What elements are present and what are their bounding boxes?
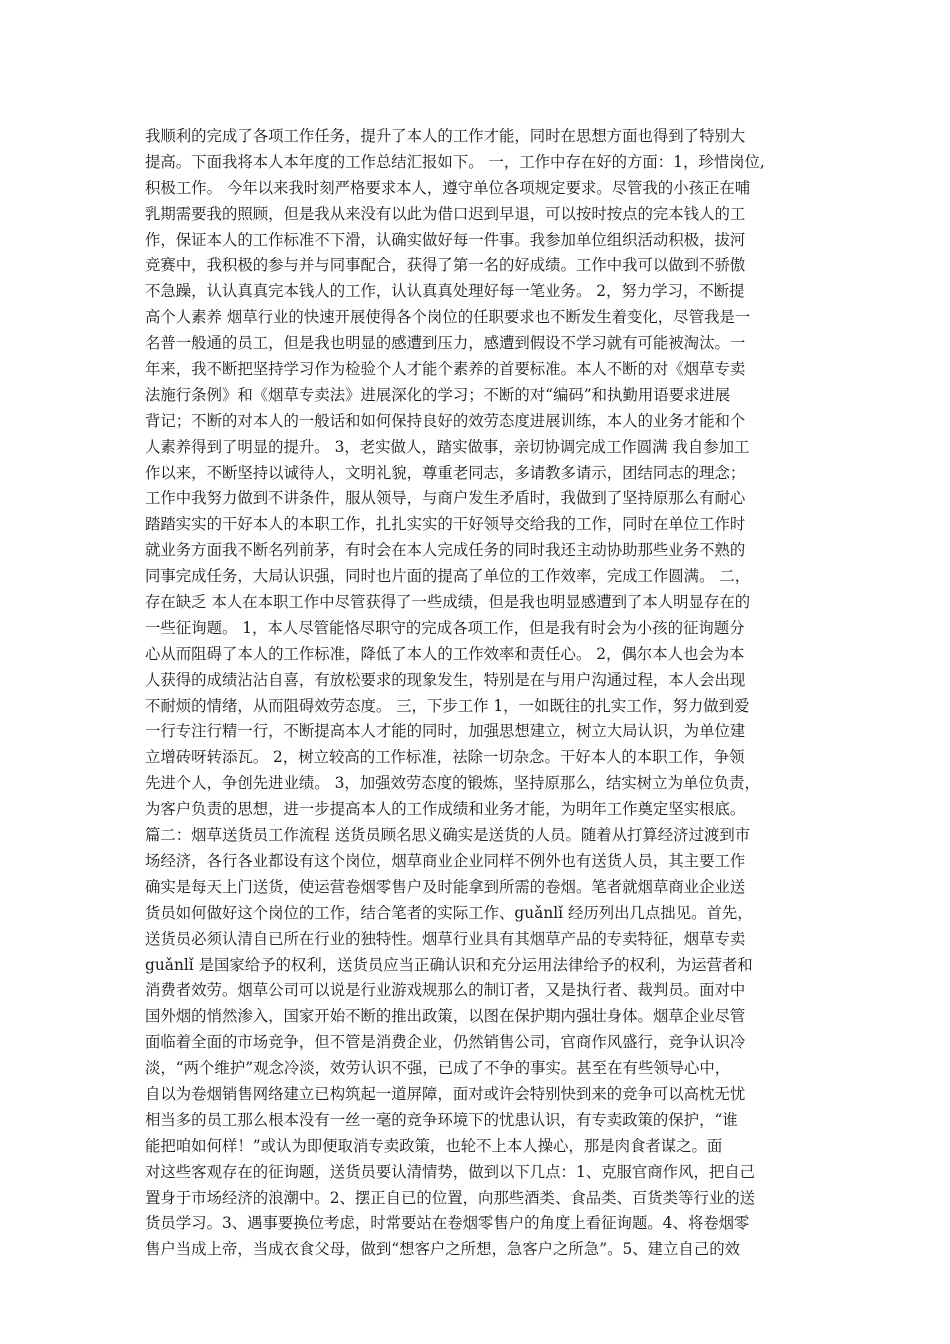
text-line: 国外烟的悄然渗入，国家开始不断的推出政策，以图在保护期内强壮身体。烟草企业尽管 bbox=[145, 1007, 746, 1026]
text-line: 人获得的成绩沾沾自喜，有放松要求的现象发生，特别是在与用户沟通过程，本人会出现 bbox=[145, 670, 746, 689]
text-line: 名普一般通的员工，但是我也明显的感遭到压力，感遭到假设不学习就有可能被淘汰。一 bbox=[145, 334, 746, 353]
text-line: 高个人素养 烟草行业的快速开展使得各个岗位的任职要求也不断发生着变化，尽管我是一 bbox=[145, 308, 751, 327]
text-line: 淡，“两个维护”观念冷淡，效劳认识不强，已成了不争的事实。甚至在有些领导心中， bbox=[145, 1059, 731, 1078]
text-line: 同事完成任务，大局认识强，同时也片面的提高了单位的工作效率，完成工作圆满。 二， bbox=[145, 567, 751, 586]
text-line: 自以为卷烟销售网络建立已构筑起一道屏障，面对或许会特别快到来的竞争可以高枕无忧 bbox=[145, 1084, 746, 1103]
text-line: 先进个人，争创先进业绩。 3，加强效劳态度的锻炼，坚持原那么，结实树立为单位负责， bbox=[145, 774, 760, 793]
text-line: 为客户负责的思想，进一步提高本人的工作成绩和业务才能，为明年工作奠定坚实根底。 bbox=[145, 800, 746, 819]
text-line: 立增砖呀转添瓦。 2，树立较高的工作标准，祛除一切杂念。干好本人的本职工作，争领 bbox=[145, 748, 745, 767]
text-line: 作以来，不断坚持以诚待人，文明礼貌，尊重老同志，多请教多请示，团结同志的理念； bbox=[145, 463, 746, 482]
text-line: 法施行条例》和《烟草专卖法》进展深化的学习；不断的对“编码”和执勤用语要求进展 bbox=[145, 385, 731, 404]
text-line: 面临着全面的市场竞争，但不管是消费企业，仍然销售公司，官商作风盛行，竞争认识冷 bbox=[145, 1033, 746, 1052]
text-line: 确实是每天上门送货，使运营卷烟零售户及时能拿到所需的卷烟。笔者就烟草商业企业送 bbox=[145, 877, 746, 896]
text-line bbox=[145, 1263, 815, 1289]
text-line: 货员学习。3、遇事要换位考虑，时常要站在卷烟零售户的角度上看征询题。4、将卷烟零 bbox=[145, 1214, 750, 1233]
text-line: 乳期需要我的照顾，但是我从来没有以此为借口迟到早退，可以按时按点的完本钱人的工 bbox=[145, 204, 746, 223]
text-line: 年来，我不断把坚持学习作为检验个人才能个素养的首要标准。本人不断的对《烟草专卖 bbox=[145, 360, 746, 379]
text-line: 场经济，各行各业都设有这个岗位，烟草商业企业同样不例外也有送货人员，其主要工作 bbox=[145, 851, 746, 870]
text-line: 消费者效劳。烟草公司可以说是行业游戏规那么的制订者，又是执行者、裁判员。面对中 bbox=[145, 981, 746, 1000]
text-line: 不急躁，认认真真完本钱人的工作，认认真真处理好每一笔业务。 2，努力学习，不断提 bbox=[145, 282, 745, 301]
text-line: 置身于市场经济的浪潮中。2、摆正自已的位置，向那些酒类、食品类、百货类等行业的送 bbox=[145, 1188, 756, 1207]
text-line: 作，保证本人的工作标准不下滑，认确实做好每一件事。我参加单位组织活动积极，拔河 bbox=[145, 230, 746, 249]
text-line: 售户当成上帝，当成衣食父母，做到“想客户之所想，急客户之所急”。5、建立自己的效 bbox=[145, 1240, 740, 1259]
text-line: 心从而阻碍了本人的工作标准，降低了本人的工作效率和责任心。 2，偶尔本人也会为本 bbox=[145, 644, 745, 663]
text-line: 提高。下面我将本人本年度的工作总结汇报如下。 一，工作中存在好的方面：1，珍惜岗位, bbox=[145, 152, 765, 171]
text-line: 货员如何做好这个岗位的工作，结合笔者的实际工作、guǎnlǐ 经历列出几点拙见。首先， bbox=[145, 903, 753, 922]
text-line: 送货员必须认清自已所在行业的独特性。烟草行业具有其烟草产品的专卖特征，烟草专卖 bbox=[145, 929, 746, 948]
text-line: 人素养得到了明显的提升。 3，老实做人，踏实做事，亲切协调完成工作圆满 我自参加工 bbox=[145, 437, 750, 456]
text-line: 存在缺乏 本人在本职工作中尽管获得了一些成绩，但是我也明显感遭到了本人明显存在的 bbox=[145, 593, 751, 612]
text-line: 不耐烦的情绪，从而阻碍效劳态度。 三，下步工作 1，一如既往的扎实工作，努力做到爱 bbox=[145, 696, 750, 715]
body-text bbox=[145, 124, 815, 1289]
text-line: 一些征询题。 1，本人尽管能恪尽职守的完成各项工作，但是我有时会为小孩的征询题分 bbox=[145, 618, 745, 637]
text-line: 竞赛中，我积极的参与并与同事配合，获得了第一名的好成绩。工作中我可以做到不骄傲 bbox=[145, 256, 746, 275]
text-line: 一行专注行精一行，不断提高本人才能的同时，加强思想建立，树立大局认识，为单位建 bbox=[145, 722, 746, 741]
text-line: 踏踏实实的干好本人的本职工作，扎扎实实的干好领导交给我的工作，同时在单位工作时 bbox=[145, 515, 746, 534]
text-line: 就业务方面我不断名列前茅，有时会在本人完成任务的同时我还主动协助那些业务不熟的 bbox=[145, 541, 746, 560]
text-line: 工作中我努力做到不讲条件，服从领导，与商户发生矛盾时，我做到了坚持原那么有耐心 bbox=[145, 489, 746, 508]
text-line: 我顺利的完成了各项工作任务，提升了本人的工作才能，同时在思想方面也得到了特别大 bbox=[145, 127, 746, 145]
text-line: 背记；不断的对本人的一般话和如何保持良好的效劳态度进展训练，本人的业务才能和个 bbox=[145, 411, 746, 430]
text-line: guǎnlǐ 是国家给予的权利，送货员应当正确认识和充分运用法律给予的权利，为运营者和 bbox=[145, 955, 753, 974]
text-line: 相当多的员工那么根本没有一丝一毫的竞争环境下的忧患认识，有专卖政策的保护，“谁 bbox=[145, 1110, 738, 1129]
text-line: 篇二：烟草送货员工作流程 送货员顾名思义确实是送货的人员。随着从打算经济过渡到市 bbox=[145, 826, 751, 845]
text-line: 积极工作。 今年以来我时刻严格要求本人，遵守单位各项规定要求。尽管我的小孩正在哺 bbox=[145, 178, 751, 197]
text-line: 能把咱如何样！”或认为即便取消专卖政策，也轮不上本人操心，那是肉食者谋之。面 bbox=[145, 1136, 723, 1155]
text-line: 对这些客观存在的征询题，送货员要认清情势，做到以下几点：1、克服官商作风，把自己 bbox=[145, 1162, 756, 1181]
